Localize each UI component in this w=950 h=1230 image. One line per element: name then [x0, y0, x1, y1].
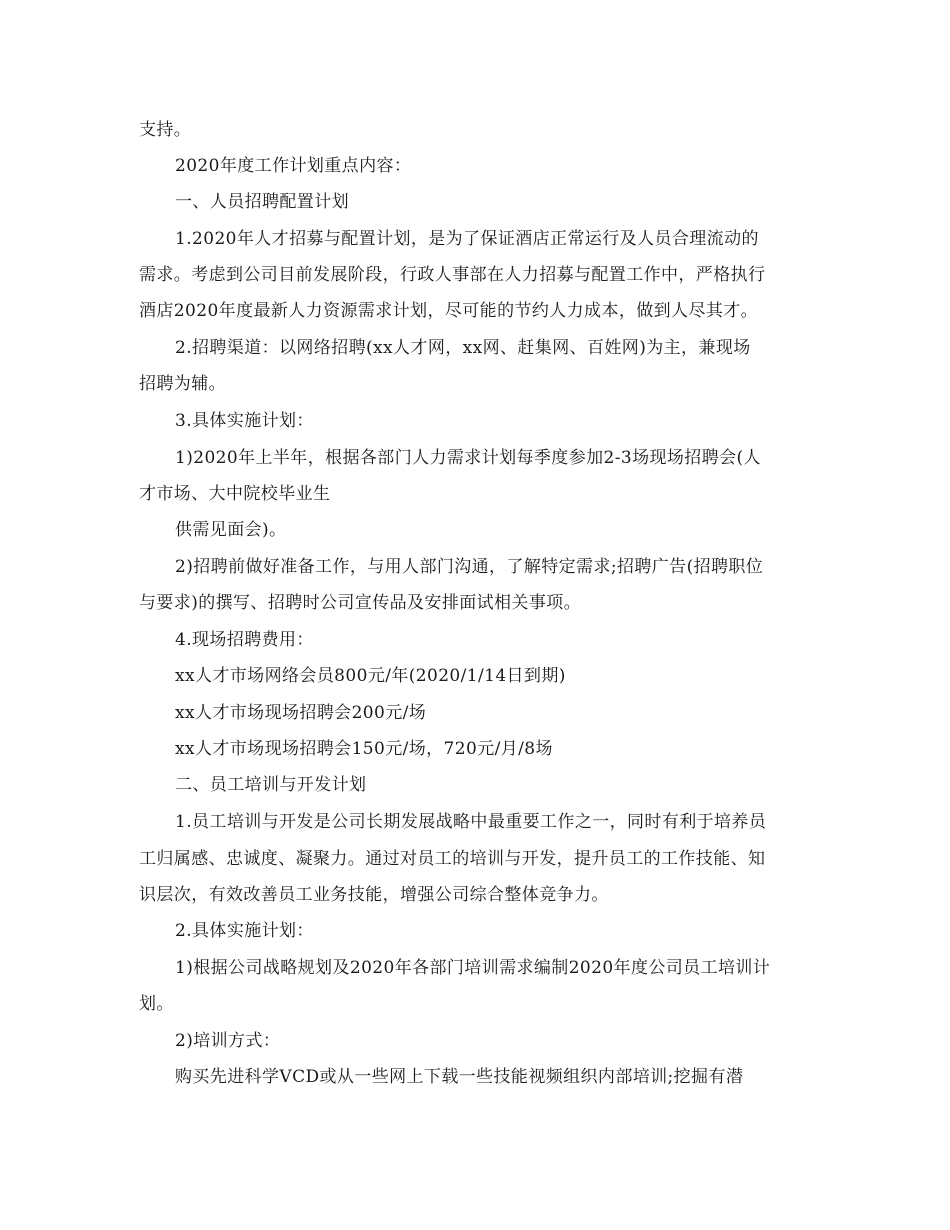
text-line: 购买先进科学VCD或从一些网上下载一些技能视频组织内部培训;挖掘有潜 — [175, 1067, 744, 1087]
text-line: 支持。 — [139, 120, 192, 140]
text-line: 才市场、大中院校毕业生 — [139, 484, 331, 504]
section-heading: 二、员工培训与开发计划 — [175, 775, 367, 795]
text-line: 1.2020年人才招募与配置计划，是为了保证酒店正常运行及人员合理流动的 — [175, 229, 759, 249]
text-line: 2.招聘渠道：以网络招聘(xx人才网，xx网、赶集网、百姓网)为主，兼现场 — [175, 338, 751, 358]
text-line: 识层次，有效改善员工业务技能，增强公司综合整体竞争力。 — [139, 885, 609, 905]
text-line: 1)2020年上半年，根据各部门人力需求计划每季度参加2-3场现场招聘会(人 — [175, 448, 761, 468]
section-heading: 2020年度工作计划重点内容： — [175, 156, 412, 176]
text-line: xx人才市场现场招聘会200元/场 — [175, 703, 427, 723]
text-line: 4.现场招聘费用： — [175, 630, 314, 650]
text-line: 3.具体实施计划： — [175, 411, 314, 431]
text-line: 需求。考虑到公司目前发展阶段，行政人事部在人力招募与配置工作中，严格执行 — [139, 265, 766, 285]
text-line: 供需见面会)。 — [175, 520, 287, 540]
text-line: 1.员工培训与开发是公司长期发展战略中最重要工作之一，同时有利于培养员 — [175, 812, 767, 832]
text-line: xx人才市场现场招聘会150元/场，720元/月/8场 — [175, 739, 553, 759]
text-line: 2.具体实施计划： — [175, 921, 314, 941]
section-heading: 一、人员招聘配置计划 — [175, 192, 349, 212]
text-line: 酒店2020年度最新人力资源需求计划，尽可能的节约人力成本，做到人尽其才。 — [139, 301, 759, 321]
text-line: 与要求)的撰写、招聘时公司宣传品及安排面试相关事项。 — [139, 593, 582, 613]
text-line: 招聘为辅。 — [139, 374, 226, 394]
text-line: xx人才市场网络会员800元/年(2020/1/14日到期) — [175, 666, 566, 686]
text-line: 2)招聘前做好准备工作，与用人部门沟通，了解特定需求;招聘广告(招聘职位 — [175, 557, 764, 577]
text-line: 1)根据公司战略规划及2020年各部门培训需求编制2020年度公司员工培训计 — [175, 958, 771, 978]
text-line: 工归属感、忠诚度、凝聚力。通过对员工的培训与开发，提升员工的工作技能、知 — [139, 849, 766, 869]
text-line: 划。 — [139, 994, 174, 1014]
text-line: 2)培训方式： — [175, 1031, 281, 1051]
